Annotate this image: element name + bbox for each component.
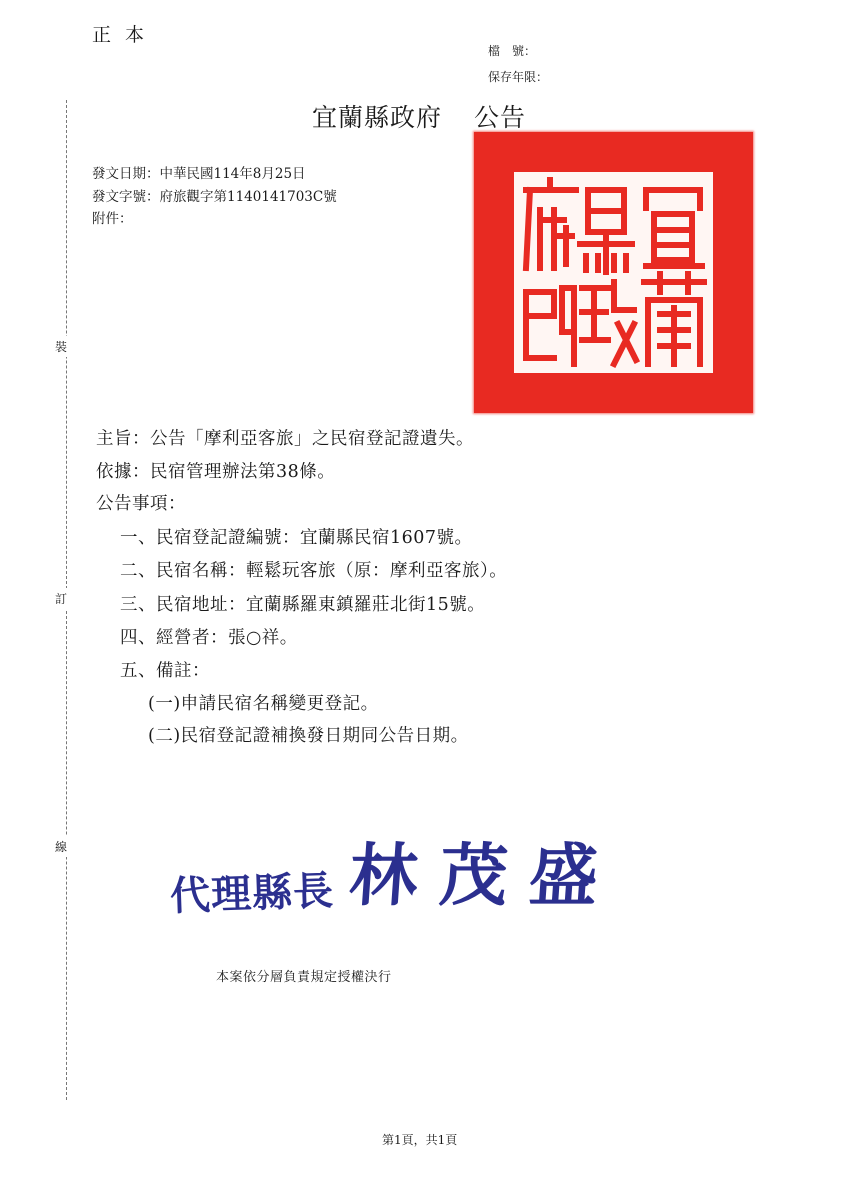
issue-date: 發文日期：中華民國114年8月25日 bbox=[92, 166, 306, 182]
official-seal bbox=[474, 132, 753, 413]
original-copy-mark: 正本 bbox=[92, 24, 159, 46]
delegation-note: 本案依分層負責規定授權決行 bbox=[216, 970, 392, 985]
file-number-label: 檔 號： bbox=[488, 44, 537, 58]
subject-line: 主旨：公告「摩利亞客旅」之民宿登記證遺失。 bbox=[96, 429, 474, 449]
note-item: (一)申請民宿名稱變更登記。 bbox=[148, 694, 379, 714]
document-title bbox=[312, 98, 526, 134]
note-item: (二)民宿登記證補換發日期同公告日期。 bbox=[148, 726, 469, 746]
binding-mark-bind: 裝 bbox=[55, 336, 67, 357]
basis-line: 依據：民宿管理辦法第38條。 bbox=[96, 462, 336, 482]
signature-role: 代理縣長 bbox=[169, 868, 335, 920]
announcement-item: 一、民宿登記證編號：宜蘭縣民宿1607號。 bbox=[120, 528, 473, 548]
binding-mark-line: 線 bbox=[55, 836, 67, 857]
document-type: 公告 bbox=[474, 103, 527, 132]
announcement-item: 三、民宿地址：宜蘭縣羅東鎮羅莊北街15號。 bbox=[120, 595, 486, 615]
document-number: 發文字號：府旅觀字第1140141703C號 bbox=[92, 189, 337, 205]
agency-name: 宜蘭縣政府 bbox=[312, 103, 443, 132]
announcement-item: 二、民宿名稱：輕鬆玩客旅（原：摩利亞客旅）。 bbox=[120, 561, 508, 581]
seal-script-glyphs bbox=[474, 132, 753, 413]
page-number: 第1頁，共1頁 bbox=[382, 1133, 458, 1147]
binding-mark-staple: 訂 bbox=[55, 588, 67, 609]
attachment-label: 附件： bbox=[92, 211, 133, 227]
signature-name: 林茂盛 bbox=[346, 837, 623, 916]
announcement-item: 五、備註： bbox=[120, 661, 210, 681]
announcement-items-heading: 公告事項： bbox=[96, 494, 186, 514]
acting-magistrate-signature bbox=[169, 822, 623, 920]
retention-period-label: 保存年限： bbox=[488, 70, 549, 84]
announcement-item: 四、經營者：張○祥。 bbox=[120, 628, 298, 648]
